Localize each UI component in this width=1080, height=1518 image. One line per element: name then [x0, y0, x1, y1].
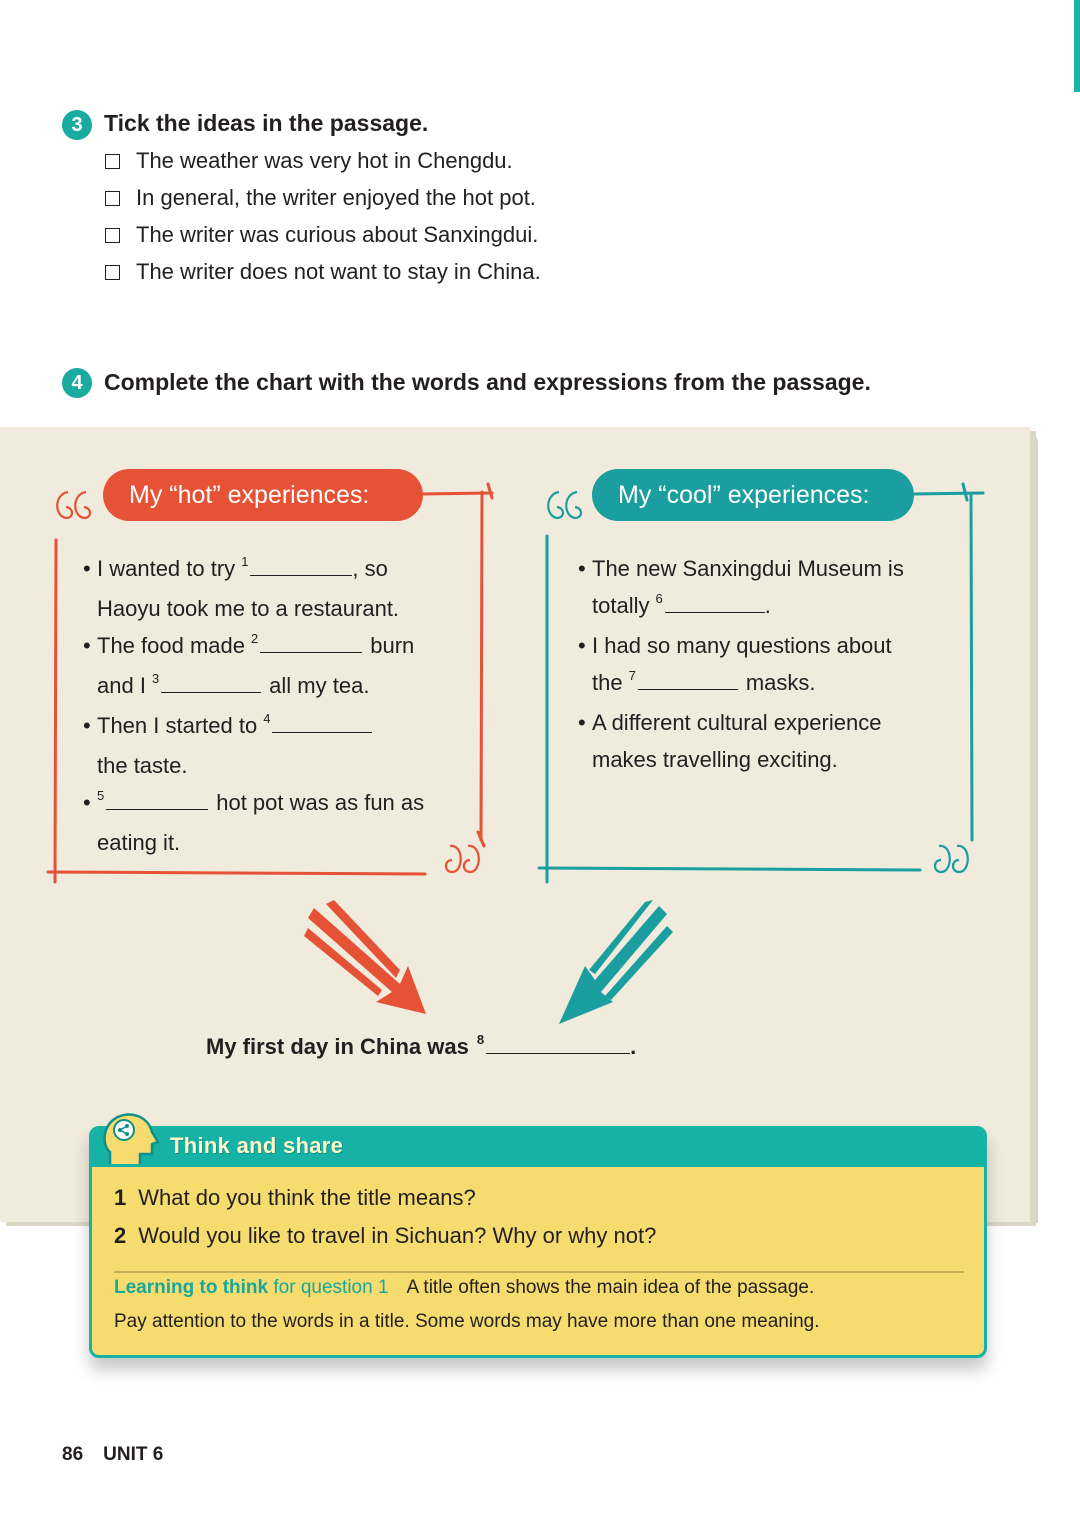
- blank-number: 4: [263, 711, 271, 726]
- exercise-3-number: 3: [62, 110, 92, 140]
- list-item: • A different cultural experience makes travelling exciting.: [578, 710, 882, 772]
- list-item: • The new Sanxingdui Museum is totally $^6$ .: [578, 556, 904, 618]
- checkbox[interactable]: [105, 154, 120, 169]
- tick-item-label: The writer was curious about Sanxingdui.: [136, 222, 539, 247]
- tick-item[interactable]: [105, 259, 541, 285]
- answer-blank[interactable]: [106, 790, 208, 810]
- think-and-share-title: Think and share: [170, 1133, 344, 1158]
- red-arrow-icon: [300, 900, 440, 1020]
- head-share-icon: [100, 1112, 162, 1168]
- unit-label: UNIT 6: [103, 1444, 164, 1465]
- cool-experiences-heading: My “cool” experiences:: [592, 469, 914, 521]
- checkbox[interactable]: [105, 228, 120, 243]
- tick-item-label: The weather was very hot in Chengdu.: [136, 148, 513, 173]
- open-quote-icon: [548, 492, 581, 518]
- list-item: • I wanted to try $^1$ , so Haoyu took me to a restaurant.: [83, 554, 400, 621]
- hot-experiences-heading: My “hot” experiences:: [103, 469, 423, 521]
- answer-blank[interactable]: [260, 633, 362, 653]
- question-2: 2 Would you like to travel in Sichuan? Why or why not?: [114, 1223, 657, 1248]
- list-item: • Then I started to $^4$ the taste.: [83, 707, 463, 784]
- cool-bullet-list: [578, 550, 948, 778]
- page-footer: [62, 1444, 163, 1466]
- checkbox[interactable]: [105, 265, 120, 280]
- blank-number: 2: [250, 631, 259, 646]
- page-number: 86: [62, 1444, 84, 1465]
- think-and-share-box: [89, 1126, 987, 1358]
- list-item: • $^5$ hot pot was as fun as eating it.: [83, 788, 425, 855]
- learning-tip: Learning to think for question 1 A title often shows the main idea of the passage.: [114, 1277, 815, 1298]
- tick-item[interactable]: [105, 185, 536, 211]
- answer-blank[interactable]: [272, 713, 372, 733]
- tick-item[interactable]: [105, 148, 513, 174]
- blank-number: 8: [476, 1032, 485, 1047]
- close-quote-icon: [935, 846, 968, 872]
- hot-bullet-list: [83, 550, 463, 861]
- exercise-3-title: Tick the ideas in the passage.: [104, 110, 429, 136]
- blank-number: 7: [628, 668, 636, 683]
- tick-item-label: The writer does not want to stay in China.: [136, 259, 541, 284]
- answer-blank[interactable]: [665, 593, 765, 613]
- list-item: • The food made $^2$ burn and I $^3$ all my tea.: [83, 631, 415, 698]
- divider: [114, 1271, 964, 1273]
- exercise-4-number: 4: [62, 368, 92, 398]
- checkbox[interactable]: [105, 191, 120, 206]
- blank-number: 3: [151, 671, 160, 686]
- tick-item-label: In general, the writer enjoyed the hot pot.: [136, 185, 536, 210]
- teal-arrow-icon: [555, 900, 680, 1025]
- answer-blank[interactable]: [486, 1034, 630, 1054]
- list-item: • I had so many questions about the $^7$ masks.: [578, 633, 892, 695]
- exercise-4-title: Complete the chart with the words and expressions from the passage.: [104, 369, 871, 395]
- answer-blank[interactable]: [250, 556, 352, 576]
- open-quote-icon: [57, 492, 90, 518]
- tick-item[interactable]: [105, 222, 538, 248]
- page-edge-tab: [1074, 0, 1080, 92]
- answer-blank[interactable]: [161, 673, 261, 693]
- summary-sentence: My first day in China was $^8$ .: [206, 1032, 637, 1059]
- blank-number: 5: [97, 788, 105, 803]
- blank-number: 1: [241, 554, 249, 569]
- blank-number: 6: [655, 591, 663, 606]
- learning-tip-line-2: Pay attention to the words in a title. Some words may have more than one meaning.: [114, 1311, 820, 1332]
- answer-blank[interactable]: [638, 670, 738, 690]
- question-1: 1 What do you think the title means?: [114, 1185, 476, 1210]
